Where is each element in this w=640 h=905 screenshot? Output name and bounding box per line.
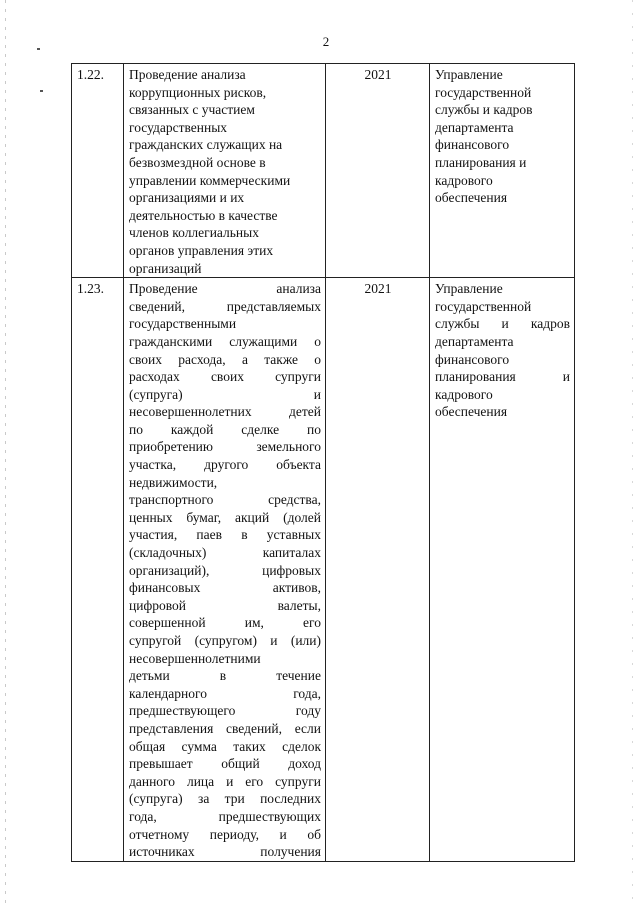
text-line: организациями и их	[129, 190, 245, 206]
scan-edge-left	[5, 0, 6, 905]
text-line: расходах своих супруги	[129, 369, 321, 385]
text-line: гражданских служащих на	[129, 137, 283, 153]
text-line: (супруга) за три последних	[129, 791, 321, 807]
text-line: совершенной им, его	[129, 615, 321, 631]
text-line: сведений, представляемых	[129, 298, 321, 314]
measures-table	[71, 63, 575, 862]
text-line: организаций), цифровых	[129, 562, 321, 578]
text-line: несовершеннолетних детей	[129, 404, 321, 420]
text-line: Проведение анализа	[129, 281, 321, 297]
text-line: Управление	[435, 67, 503, 82]
text-line: Проведение анализа	[129, 67, 246, 82]
text-line: календарного года,	[129, 685, 321, 701]
text-line: службы и кадров	[435, 102, 533, 118]
text-line: планирования и	[435, 369, 570, 385]
text-line: обеспечения	[435, 404, 508, 420]
text-line: органов управления этих	[129, 242, 274, 258]
text-line: (супруга) и	[129, 386, 321, 402]
text-line: планирования и	[435, 154, 527, 170]
text-line: по каждой сделке по	[129, 421, 321, 437]
text-line: управлении коммерческими	[129, 172, 291, 188]
text-line: приобретению земельного	[129, 439, 321, 455]
text-line: транспортного средства,	[129, 492, 321, 508]
table-row	[72, 278, 575, 862]
text-line: государственными	[129, 316, 237, 332]
text-line: супругой (супругом) и (или)	[129, 633, 321, 648]
deadline-year: 2021	[326, 278, 430, 862]
page-number: 2	[322, 34, 330, 49]
text-line: государственной	[435, 298, 532, 314]
text-line: цифровой валеты,	[129, 597, 321, 613]
text-line: Управление	[435, 281, 503, 297]
text-line: финансового	[435, 351, 510, 367]
text-line: несовершеннолетними	[129, 650, 261, 666]
text-line: (складочных) капиталах	[129, 545, 321, 561]
responsible-unit	[430, 64, 575, 278]
text-line: участия, паев в уставных	[129, 527, 321, 543]
text-line: организаций	[129, 260, 202, 276]
text-line: данного лица и его супруги	[129, 773, 321, 789]
text-line: службы и кадров	[435, 316, 570, 332]
text-line: кадрового	[435, 172, 493, 188]
measure-description	[124, 64, 326, 278]
text-line: общая сумма таких сделок	[129, 738, 321, 754]
text-line: своих расхода, а также о	[129, 351, 321, 367]
text-line: детьми в течение	[129, 668, 321, 684]
text-line: представления сведений, если	[129, 720, 321, 736]
text-line: участка, другого объекта	[129, 457, 321, 473]
text-line: государственных	[129, 119, 228, 135]
text-line: финансового	[435, 137, 510, 153]
table-row	[72, 64, 575, 278]
text-line: коррупционных рисков,	[129, 84, 267, 100]
text-line: департамента	[435, 333, 514, 349]
text-line: предшествующего году	[129, 703, 321, 719]
text-line: превышает общий доход	[129, 756, 321, 772]
text-line: гражданскими служащими о	[129, 333, 321, 349]
text-line: деятельностью в качестве	[129, 207, 278, 223]
text-line: обеспечения	[435, 190, 508, 206]
text-line: года, предшествующих	[129, 808, 321, 824]
scan-speck	[40, 90, 43, 92]
text-line: финансовых активов,	[129, 580, 321, 596]
text-line: безвозмездной основе в	[129, 154, 266, 170]
text-line: недвижимости,	[129, 474, 218, 490]
responsible-unit	[430, 278, 575, 862]
text-line: отчетному периоду, и об	[129, 826, 321, 842]
item-number: 1.22.	[72, 64, 124, 278]
text-line: департамента	[435, 119, 514, 135]
text-line: кадрового	[435, 386, 493, 402]
text-line: членов коллегиальных	[129, 225, 259, 241]
text-line: государственной	[435, 84, 532, 100]
measure-description	[124, 278, 326, 862]
deadline-year: 2021	[326, 64, 430, 278]
text-line: связанных с участием	[129, 102, 255, 118]
item-number: 1.23.	[72, 278, 124, 862]
text-line: ценных бумаг, акций (долей	[129, 509, 321, 525]
scan-edge-right	[632, 0, 633, 905]
text-line: источниках получения	[129, 844, 321, 860]
